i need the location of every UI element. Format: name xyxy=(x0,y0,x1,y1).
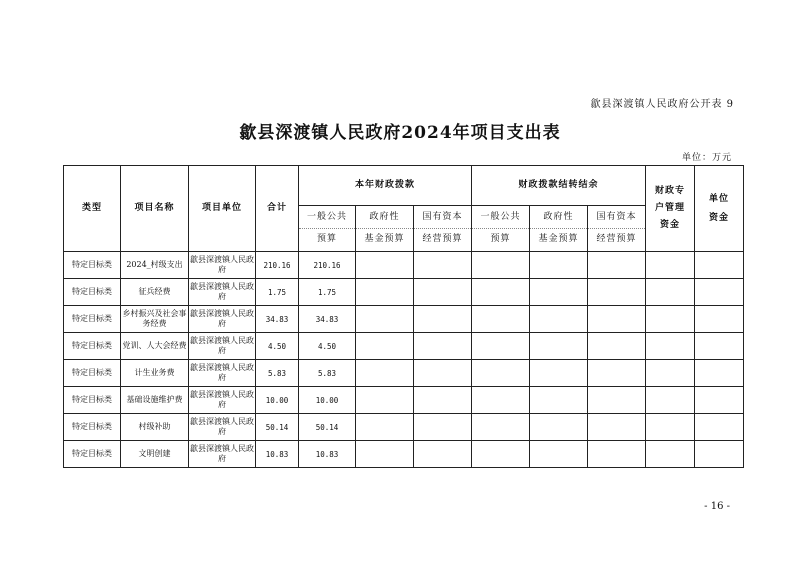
header-special-fund-line3: 资金 xyxy=(660,219,681,230)
header-general-budget: 一般公共 预算 xyxy=(299,206,356,252)
header-unit-fund xyxy=(695,166,744,252)
cell-project-name: 基础设施维护费 xyxy=(121,387,189,414)
header-carry-gov-fund-budget: 政府性 基金预算 xyxy=(530,206,588,252)
table-row xyxy=(64,414,744,441)
cell-total: 50.14 xyxy=(256,414,299,441)
page-number: - 16 - xyxy=(704,501,730,512)
header-special-fund xyxy=(646,166,695,252)
cell-type: 特定目标类 xyxy=(64,333,121,360)
cell-project-name: 乡村振兴及社会事务经费 xyxy=(121,306,189,333)
cell-project-unit: 歙县深渡镇人民政府 xyxy=(189,414,256,441)
table-row xyxy=(64,252,744,279)
cell-general-budget: 10.00 xyxy=(299,387,356,414)
cell-total: 210.16 xyxy=(256,252,299,279)
cell-type: 特定目标类 xyxy=(64,252,121,279)
cell-total: 5.83 xyxy=(256,360,299,387)
cell-type: 特定目标类 xyxy=(64,387,121,414)
header-project-name: 项目名称 xyxy=(121,166,189,252)
header-unit-fund-line2: 资金 xyxy=(709,212,730,223)
cell-general-budget: 50.14 xyxy=(299,414,356,441)
cell-type: 特定目标类 xyxy=(64,360,121,387)
cell-total: 1.75 xyxy=(256,279,299,306)
header-note: 歙县深渡镇人民政府公开表 9 xyxy=(590,99,734,110)
header-carry-general-budget: 一般公共 预算 xyxy=(472,206,530,252)
header-unit-fund-line1: 单位 xyxy=(709,193,730,204)
cell-project-unit: 歙县深渡镇人民政府 xyxy=(189,333,256,360)
cell-type: 特定目标类 xyxy=(64,441,121,468)
header-special-fund-line1: 财政专 xyxy=(655,186,686,197)
cell-project-name: 村级补助 xyxy=(121,414,189,441)
header-state-capital-budget: 国有资本 经营预算 xyxy=(414,206,472,252)
cell-general-budget: 5.83 xyxy=(299,360,356,387)
cell-project-unit: 歙县深渡镇人民政府 xyxy=(189,306,256,333)
table-row xyxy=(64,441,744,468)
cell-project-unit: 歙县深渡镇人民政府 xyxy=(189,279,256,306)
table-row xyxy=(64,360,744,387)
cell-project-unit: 歙县深渡镇人民政府 xyxy=(189,387,256,414)
header-project-unit: 项目单位 xyxy=(189,166,256,252)
cell-total: 34.83 xyxy=(256,306,299,333)
header-total: 合计 xyxy=(256,166,299,252)
page-title: 歙县深渡镇人民政府2024年项目支出表 xyxy=(239,123,561,143)
cell-project-name: 党训、人大会经费 xyxy=(121,333,189,360)
table-row xyxy=(64,306,744,333)
unit-label: 单位：万元 xyxy=(681,153,732,163)
table-row xyxy=(64,279,744,306)
header-type: 类型 xyxy=(64,166,121,252)
header-carry-state-capital-budget: 国有资本 经营预算 xyxy=(588,206,646,252)
cell-total: 10.83 xyxy=(256,441,299,468)
cell-type: 特定目标类 xyxy=(64,306,121,333)
cell-general-budget: 210.16 xyxy=(299,252,356,279)
cell-project-unit: 歙县深渡镇人民政府 xyxy=(189,252,256,279)
cell-project-name: 文明创建 xyxy=(121,441,189,468)
cell-project-name: 2024_村级支出 xyxy=(121,252,189,279)
cell-project-name: 计生业务费 xyxy=(121,360,189,387)
table-row xyxy=(64,387,744,414)
cell-general-budget: 10.83 xyxy=(299,441,356,468)
cell-general-budget: 34.83 xyxy=(299,306,356,333)
cell-general-budget: 4.50 xyxy=(299,333,356,360)
cell-total: 10.00 xyxy=(256,387,299,414)
cell-type: 特定目标类 xyxy=(64,414,121,441)
header-gov-fund-budget: 政府性 基金预算 xyxy=(356,206,414,252)
cell-type: 特定目标类 xyxy=(64,279,121,306)
cell-general-budget: 1.75 xyxy=(299,279,356,306)
header-special-fund-line2: 户管理 xyxy=(655,203,686,214)
cell-project-unit: 歙县深渡镇人民政府 xyxy=(189,441,256,468)
cell-project-unit: 歙县深渡镇人民政府 xyxy=(189,360,256,387)
header-current-year-group: 本年财政拨款 xyxy=(299,166,472,206)
cell-total: 4.50 xyxy=(256,333,299,360)
project-expenditure-table xyxy=(63,165,744,468)
cell-project-name: 征兵经费 xyxy=(121,279,189,306)
table-row xyxy=(64,333,744,360)
header-carryover-group: 财政拨款结转结余 xyxy=(472,166,646,206)
